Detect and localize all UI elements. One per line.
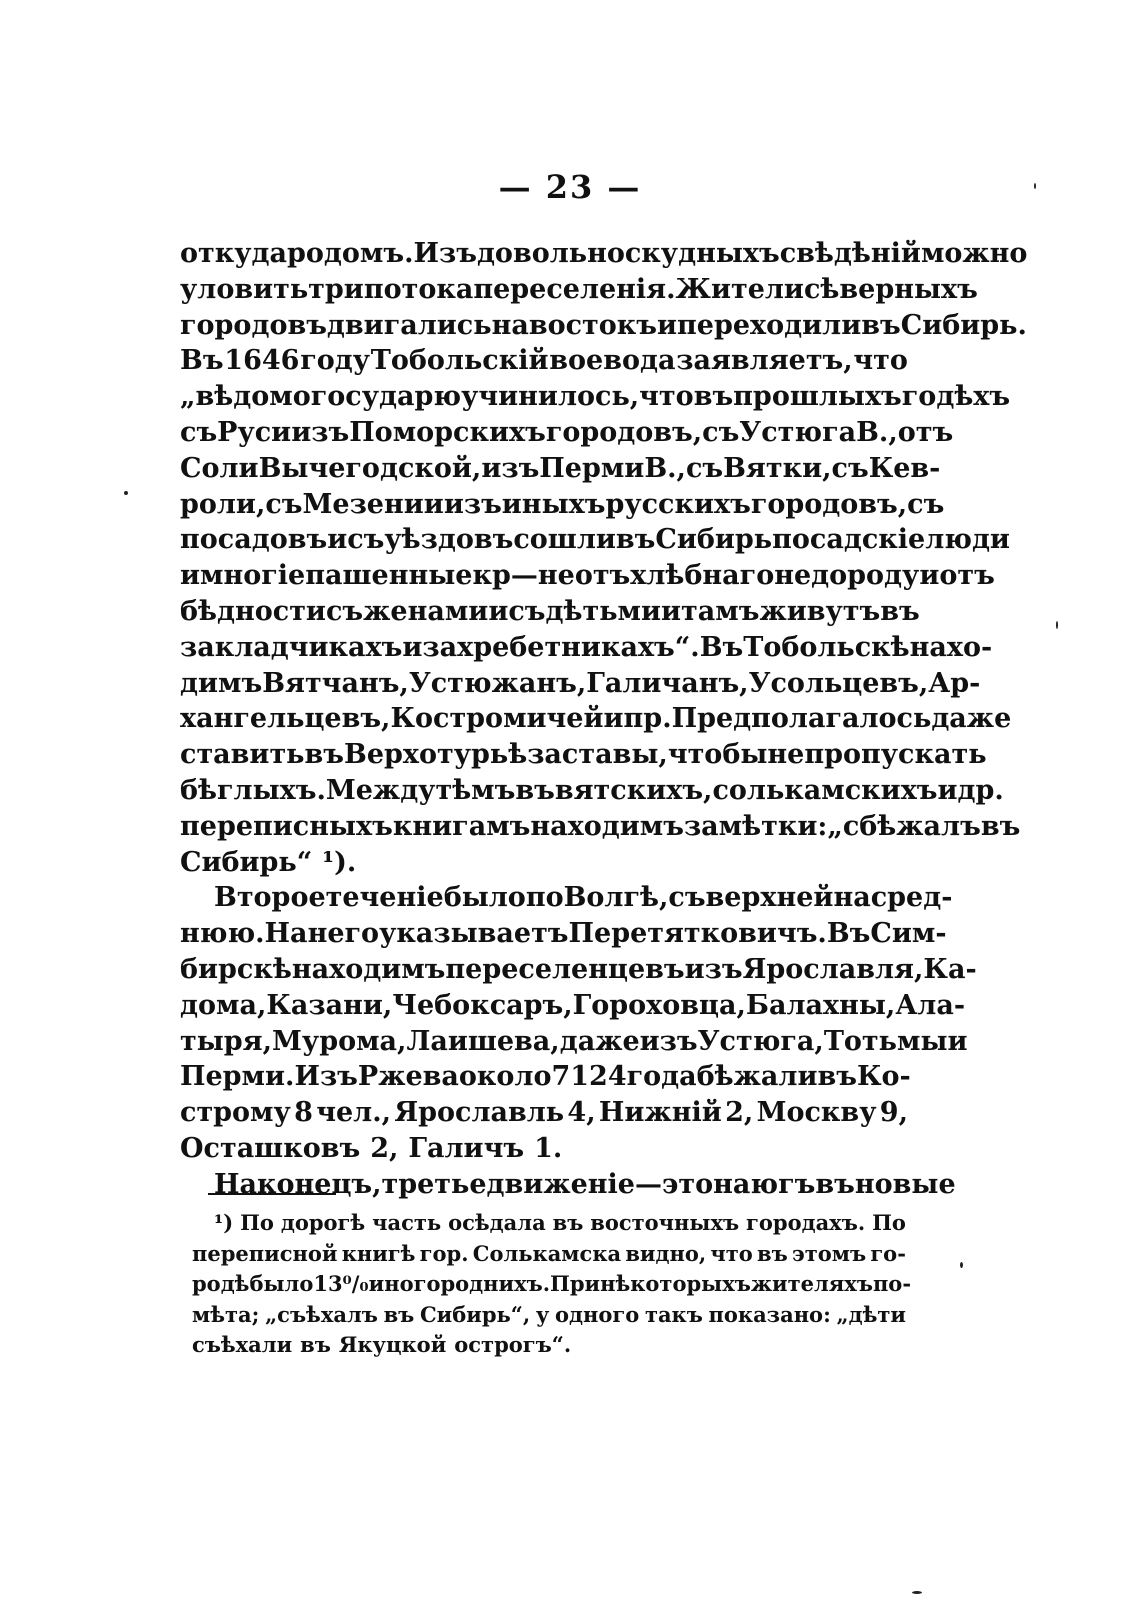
body-text-line <box>180 415 954 451</box>
word: и <box>488 595 509 627</box>
word: можно <box>920 238 1028 269</box>
word: даже <box>931 703 1012 735</box>
body-text-line <box>180 451 941 487</box>
word: пашенные <box>305 560 473 592</box>
word: городовъ, <box>750 488 908 520</box>
word: На <box>264 918 308 950</box>
word: 9, <box>879 1097 908 1129</box>
word: Перми <box>539 452 645 484</box>
word: прошлыхъ <box>733 381 902 413</box>
word: съ <box>325 595 364 627</box>
word: отъ <box>939 560 995 592</box>
word: въ <box>880 595 920 627</box>
word: вятскихъ, <box>554 774 713 806</box>
word: него <box>307 918 380 950</box>
word: 13⁰/₀ <box>313 1271 369 1296</box>
word: многіе <box>200 560 306 592</box>
word: и <box>919 560 940 592</box>
body-text-line <box>180 1131 908 1167</box>
word: Изъ <box>413 238 477 269</box>
word: Устюга, <box>697 1025 824 1057</box>
word: нюю. <box>180 918 265 950</box>
word: съ <box>508 595 546 627</box>
scan-speck <box>124 491 128 495</box>
word: году <box>300 345 371 377</box>
body-text-line <box>180 1095 908 1131</box>
word: въ <box>757 1240 788 1266</box>
word: Усольцевъ, <box>748 667 929 699</box>
word: на <box>491 309 529 341</box>
word: „вѣдомо <box>180 381 311 413</box>
word: Тобольскій <box>370 345 549 377</box>
word: съѣхали <box>192 1332 293 1357</box>
word: люди <box>925 524 1010 556</box>
word: и <box>937 774 958 806</box>
word: и <box>661 595 682 627</box>
word: захребетникахъ“. <box>422 631 700 663</box>
word: Наконецъ, <box>214 1168 382 1200</box>
word: изъ <box>481 452 540 484</box>
word: Въ <box>826 918 871 950</box>
word: отъ <box>897 416 954 448</box>
word: Осташковъ <box>180 1132 361 1164</box>
word: Чебоксаръ, <box>392 989 573 1021</box>
word: изъ <box>291 416 350 448</box>
word: переходили <box>677 309 862 341</box>
word: ставить <box>180 739 305 771</box>
word: на <box>833 882 871 914</box>
word: иныхъ <box>501 488 606 520</box>
word: съ <box>180 416 218 448</box>
word: года <box>626 1061 697 1093</box>
body-text-line <box>180 594 920 630</box>
word: нѣкоторыхъ <box>600 1271 751 1296</box>
word: довольно <box>476 238 625 269</box>
word: ¹). <box>322 846 357 878</box>
word: Вятчанъ, <box>262 667 409 699</box>
word: въ <box>693 381 734 413</box>
word: отъ <box>574 560 631 592</box>
word: Изъ <box>294 1061 358 1093</box>
word: въ <box>980 810 1021 842</box>
word: Костромичей <box>390 703 604 735</box>
word: свѣдѣній <box>779 238 921 269</box>
word: Нижній <box>598 1097 722 1129</box>
body-text-line <box>180 809 1021 845</box>
word: дома, <box>180 989 267 1021</box>
word: находимъ <box>530 810 684 842</box>
word: что <box>710 1240 753 1266</box>
word: солькамскихъ <box>712 774 938 806</box>
word: книгѣ <box>341 1240 416 1266</box>
word: Ка- <box>923 953 977 985</box>
body-text-line <box>180 845 908 881</box>
word: и <box>947 1025 968 1057</box>
word: 8 <box>294 1097 313 1129</box>
word: Въ <box>180 345 224 377</box>
word: восточныхъ <box>590 1210 740 1235</box>
body-text-line <box>180 773 1004 809</box>
word: съ <box>907 488 945 520</box>
word: съ <box>347 524 385 556</box>
word: сѣверныхъ <box>803 273 978 305</box>
word: живутъ <box>759 595 881 627</box>
word: потока <box>363 273 474 305</box>
word: Балахны, <box>745 989 896 1021</box>
body-text-line <box>180 1059 911 1095</box>
word: родомъ. <box>287 238 414 269</box>
scan-speck <box>1034 183 1036 189</box>
body-text-line <box>180 487 945 523</box>
word: уловить <box>180 273 309 305</box>
word: учинилось, <box>461 381 640 413</box>
word: заявляетъ, <box>676 345 853 377</box>
word: русскихъ <box>605 488 751 520</box>
word: женами <box>363 595 489 627</box>
word: по <box>525 882 564 914</box>
word: При <box>550 1271 601 1296</box>
word: переписной <box>192 1240 338 1266</box>
word: мѣта; <box>192 1301 260 1327</box>
word: сред- <box>870 882 953 914</box>
word: у <box>535 1301 550 1327</box>
main-text <box>180 236 1028 1203</box>
word: три <box>308 273 364 305</box>
word: бѣжали <box>696 1061 818 1093</box>
word: тыря, <box>180 1025 273 1057</box>
word: годѣхъ <box>901 381 1011 413</box>
word: въ <box>515 774 555 806</box>
body-text-line <box>180 308 1027 344</box>
word: жителяхъ <box>750 1271 873 1296</box>
word: бѣдности <box>180 595 326 627</box>
word: По <box>872 1210 906 1235</box>
word: съ <box>685 452 724 484</box>
word: Солькамска <box>472 1240 622 1266</box>
word: въ <box>615 524 656 556</box>
body-text-line <box>180 522 1010 558</box>
word: съ <box>702 416 740 448</box>
word: Соли <box>180 452 259 484</box>
word: Сибирь“, <box>419 1301 531 1327</box>
word: Ярославль <box>394 1097 565 1129</box>
word: димъ <box>180 667 263 699</box>
word: этомъ <box>791 1240 867 1266</box>
word: 1646 <box>224 345 300 377</box>
footnote-line <box>192 1269 912 1300</box>
word: Въ <box>699 631 744 663</box>
word: Казани, <box>266 989 393 1021</box>
word: Устюжанъ, <box>408 667 587 699</box>
word: Между <box>325 774 436 806</box>
word: Устюга <box>739 416 857 448</box>
word: верхней <box>705 882 834 914</box>
word: книгамъ <box>392 810 531 842</box>
word: иногороднихъ. <box>368 1271 551 1296</box>
word: 2, <box>370 1132 399 1164</box>
word: Галичъ <box>408 1132 525 1164</box>
body-text-line <box>180 630 993 666</box>
word: др. <box>957 774 1004 806</box>
page-number: — 23 — <box>498 168 642 206</box>
scan-speck <box>1056 621 1058 629</box>
word: и <box>327 524 348 556</box>
body-text-line <box>180 343 908 379</box>
word: 7124 <box>551 1061 627 1093</box>
word: Ярославля, <box>742 953 924 985</box>
word: даже <box>559 1025 640 1057</box>
word: не <box>767 739 805 771</box>
word: 2, <box>725 1097 754 1129</box>
word: было <box>443 882 526 914</box>
word: Гороховца, <box>572 989 746 1021</box>
word: Москву <box>756 1097 877 1129</box>
word: съ <box>831 452 869 484</box>
word: и <box>657 309 678 341</box>
word: теченіе <box>325 882 444 914</box>
word: движеніе—это <box>486 1168 714 1200</box>
word: Мезени <box>302 488 424 520</box>
word: и <box>603 703 624 735</box>
word: Волгѣ, <box>563 882 669 914</box>
word: въ <box>300 1332 331 1357</box>
footnote-divider <box>208 1193 336 1195</box>
word: закладчикахъ <box>180 631 403 663</box>
word: изъ <box>443 488 502 520</box>
word: переписныхъ <box>180 810 393 842</box>
word: одного <box>554 1301 640 1327</box>
word: Ко- <box>856 1061 911 1093</box>
word: Мурома, <box>272 1025 407 1057</box>
word: Жители <box>675 273 804 305</box>
body-text-line <box>180 379 1011 415</box>
footnotes <box>192 1208 912 1361</box>
word: въ <box>552 1210 584 1235</box>
word: Кев- <box>868 452 941 484</box>
word: Тобольскѣ <box>743 631 910 663</box>
footnote-line <box>192 1300 906 1331</box>
word: посадскіе <box>772 524 926 556</box>
footnote-line <box>192 1208 906 1239</box>
word: по- <box>872 1271 912 1296</box>
word: городовъ, <box>545 416 703 448</box>
word: пр. <box>623 703 672 735</box>
word: переселенцевъ <box>445 953 685 985</box>
word: Ржева <box>357 1061 459 1093</box>
word: и <box>402 631 423 663</box>
word: востокъ <box>528 309 658 341</box>
word: Перетятковичъ. <box>568 918 827 950</box>
word: Верхотурьѣ <box>344 739 528 771</box>
word: городовъ <box>180 309 327 341</box>
word: пропускать <box>804 739 987 771</box>
body-text-line <box>180 737 987 773</box>
word: Перми. <box>180 1061 295 1093</box>
word: указываетъ <box>379 918 569 950</box>
word: По <box>240 1210 274 1235</box>
word: что <box>639 381 694 413</box>
word: хлѣбнаго <box>630 560 775 592</box>
body-text-line <box>180 1024 968 1060</box>
footnote-line <box>192 1239 906 1270</box>
word: показано: <box>708 1301 831 1327</box>
word: Сибирь. <box>900 309 1027 341</box>
word: посадовъ <box>180 524 328 556</box>
scan-speck <box>960 1262 963 1268</box>
body-text-line <box>180 701 1012 737</box>
word: воевода <box>549 345 676 377</box>
word: бѣглыхъ. <box>180 774 326 806</box>
word: дорогѣ <box>280 1210 366 1235</box>
word: „дѣти <box>836 1301 906 1327</box>
word: третье <box>381 1168 487 1200</box>
word: чел., <box>316 1097 391 1129</box>
word: государю <box>310 381 462 413</box>
word: въ <box>304 739 344 771</box>
word: что <box>853 345 908 377</box>
body-text-line <box>180 952 977 988</box>
word: переселенія. <box>473 273 676 305</box>
word: кр—не <box>472 560 575 592</box>
body-text-line <box>180 1167 956 1203</box>
word: 4, <box>567 1097 596 1129</box>
word: В., <box>644 452 686 484</box>
word: чтобы <box>667 739 768 771</box>
word: тѣмъ <box>435 774 516 806</box>
body-text-line <box>180 988 966 1024</box>
word: тамъ <box>681 595 760 627</box>
word: Галичанъ, <box>586 667 749 699</box>
body-text-line <box>180 666 981 702</box>
word: строму <box>180 1097 291 1129</box>
word: сошли <box>513 524 616 556</box>
word: откуда <box>180 238 288 269</box>
word: изъ <box>639 1025 698 1057</box>
word: родѣ <box>192 1271 250 1296</box>
word: съ <box>668 882 706 914</box>
word: новые <box>854 1168 956 1200</box>
word: и <box>180 560 201 592</box>
word: городахъ. <box>746 1210 866 1235</box>
word: Лаишева, <box>406 1025 560 1057</box>
word: съ <box>265 488 303 520</box>
word: видно, <box>625 1240 707 1266</box>
word: заставы, <box>527 739 668 771</box>
word: Вычегодской, <box>258 452 482 484</box>
scan-speck <box>912 1591 922 1594</box>
word: Якуцкой <box>338 1332 447 1357</box>
word: Вятки, <box>723 452 832 484</box>
word: Руси <box>217 416 292 448</box>
word: Второе <box>214 882 326 914</box>
word: роли, <box>180 488 266 520</box>
word: Ала- <box>895 989 966 1021</box>
word: на <box>713 1168 751 1200</box>
word: „сбѣжалъ <box>827 810 981 842</box>
word: въ <box>861 309 901 341</box>
word: находимъ <box>291 953 446 985</box>
word: Предполагалось <box>671 703 932 735</box>
body-text-line <box>180 880 953 916</box>
word: хангельцевъ, <box>180 703 391 735</box>
body-text-line <box>180 916 947 952</box>
word: въ <box>815 1168 855 1200</box>
word: В., <box>856 416 898 448</box>
word: осѣдала <box>448 1210 546 1235</box>
body-text-line <box>180 236 1028 272</box>
word: го- <box>870 1240 906 1266</box>
word: югъ <box>750 1168 816 1200</box>
word: скудныхъ <box>624 238 780 269</box>
word: нахо- <box>909 631 993 663</box>
word: Сибирь“ <box>180 846 313 878</box>
word: часть <box>372 1210 442 1235</box>
word: Поморскихъ <box>349 416 546 448</box>
word: ¹) <box>214 1210 234 1235</box>
word: въ <box>383 1301 415 1327</box>
word: Ар- <box>928 667 981 699</box>
word: дѣтьми <box>545 595 662 627</box>
word: 1. <box>534 1132 563 1164</box>
word: двигались <box>326 309 492 341</box>
word: острогъ“. <box>454 1332 572 1357</box>
word: такъ <box>644 1301 703 1327</box>
word: около <box>458 1061 552 1093</box>
word: бирскѣ <box>180 953 292 985</box>
body-text-line <box>180 272 978 308</box>
word: уѣздовъ <box>384 524 514 556</box>
word: въ <box>817 1061 857 1093</box>
word: гор. <box>419 1240 469 1266</box>
word: изъ <box>684 953 743 985</box>
word: Тотьмы <box>823 1025 948 1057</box>
body-text-line <box>180 558 995 594</box>
word: и <box>423 488 444 520</box>
word: было <box>249 1271 314 1296</box>
word: Сибирь <box>655 524 773 556</box>
footnote-line <box>192 1330 906 1361</box>
word: Сим- <box>870 918 947 950</box>
word: недороду <box>774 560 920 592</box>
word: замѣтки: <box>683 810 828 842</box>
word: „съѣхалъ <box>265 1301 378 1327</box>
